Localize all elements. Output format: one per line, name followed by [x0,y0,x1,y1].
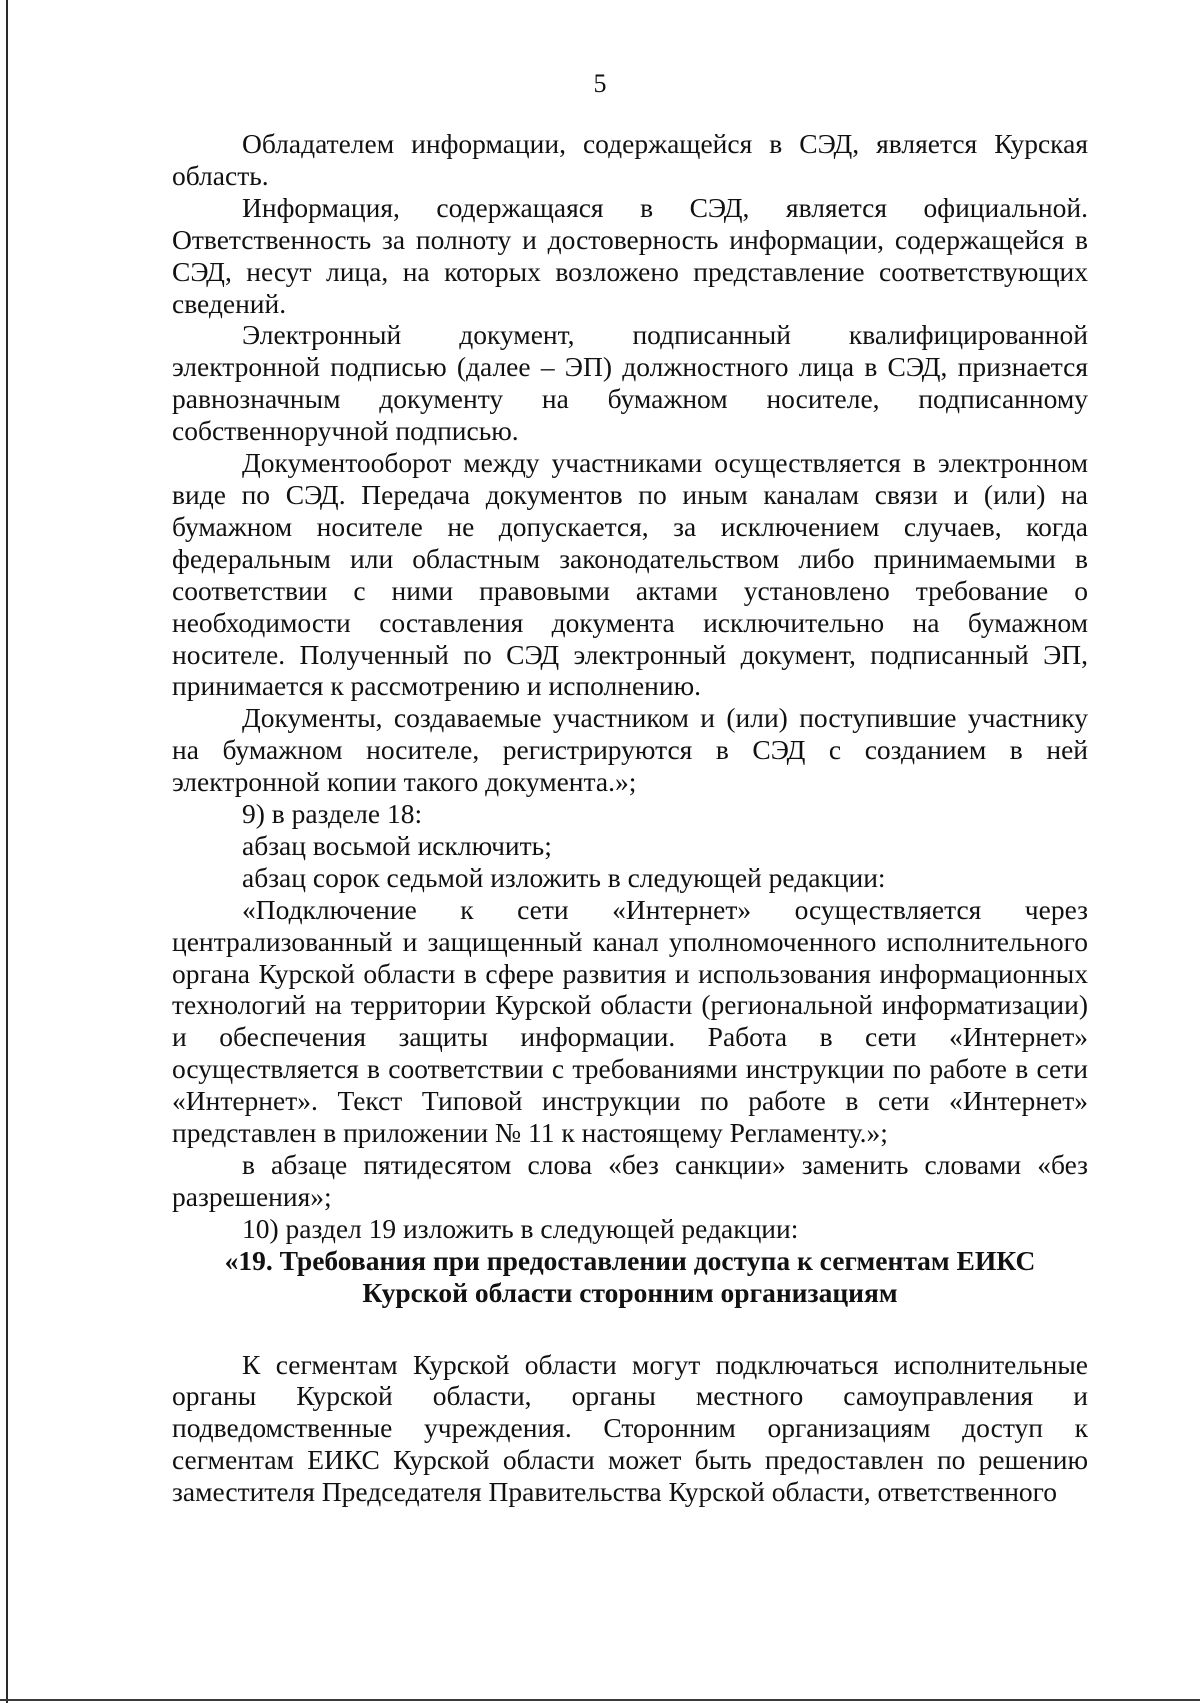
paragraph-information-owner: Обладателем информации, содержащейся в СЭД, является Курская область. [172,128,1088,191]
section-heading-line-1: «19. Требования при предоставлении доступа к сегментам ЕИКС [224,1244,1036,1276]
paragraph-item-10: 10) раздел 19 изложить в следующей редакции: [242,1212,799,1244]
scan-edge-left [6,0,8,1703]
paragraph-forty-seventh: абзац сорок седьмой изложить в следующей редакции: [242,861,886,893]
paragraph-paper-documents: Документы, создаваемые участником и (или) поступившие участнику на бумажном носителе, регистрируются в СЭД с созданием в ней электронной копии такого документа.»; [172,702,1088,798]
paragraph-segments-access: К сегментам Курской области могут подключаться исполнительные органы Курской области, органы местного самоуправления и подведомственные учреждения. Сторонним организациям доступ к сегментам ЕИКС Курской области может быть предоставлен по решению заместителя Председателя Правительства Курской области, ответственного [172,1348,1088,1508]
scan-edge-bottom [0,1699,1200,1701]
paragraph-information-official: Информация, содержащаяся в СЭД, является официальной. Ответственность за полноту и достоверность информации, содержащейся в СЭД, несут лица, на которых возложено представление соответствующих сведений. [172,191,1088,319]
paragraph-internet-connection: «Подключение к сети «Интернет» осуществляется через централизованный и защищенный канал уполномоченного исполнительного органа Курской области в сфере развития и использования информационных технологий на территории Курской области (региональной информатизации) и обеспечения защиты информации. Работа в сети «Интернет» осуществляется в соответствии с требованиями инструкции по работе в сети «Интернет». Текст Типовой инструкции по работе в сети «Интернет» представлен в приложении № 11 к настоящему Регламенту.»; [172,893,1088,1149]
section-heading [172,1245,1088,1309]
section-heading-line-2: Курской области сторонним организациям [362,1276,898,1308]
paragraph-electronic-signature: Электронный документ, подписанный квалифицированной электронной подписью (далее – ЭП) должностного лица в СЭД, признается равнозначным документу на бумажном носителе, подписанному собственноручной подписью. [172,319,1088,447]
page-number: 5 [593,69,607,98]
paragraph-exclude-eighth: абзац восьмой исключить; [242,829,552,861]
paragraph-fiftieth-replace: в абзаце пятидесятом слова «без санкции» заменить словами «без разрешения»; [172,1149,1088,1212]
document-body [172,128,1088,1508]
paragraph-item-9: 9) в разделе 18: [242,798,423,830]
paragraph-document-flow: Документооборот между участниками осуществляется в электронном виде по СЭД. Передача документов по иным каналам связи и (или) на бумажном носителе не допускается, за исключением случаев, когда федеральным или областным законодательством либо принимаемыми в соответствии с ними правовыми актами установлено требование о необходимости составления документа исключительно на бумажном носителе. Полученный по СЭД электронный документ, подписанный ЭП, принимается к рассмотрению и исполнению. [172,447,1088,702]
